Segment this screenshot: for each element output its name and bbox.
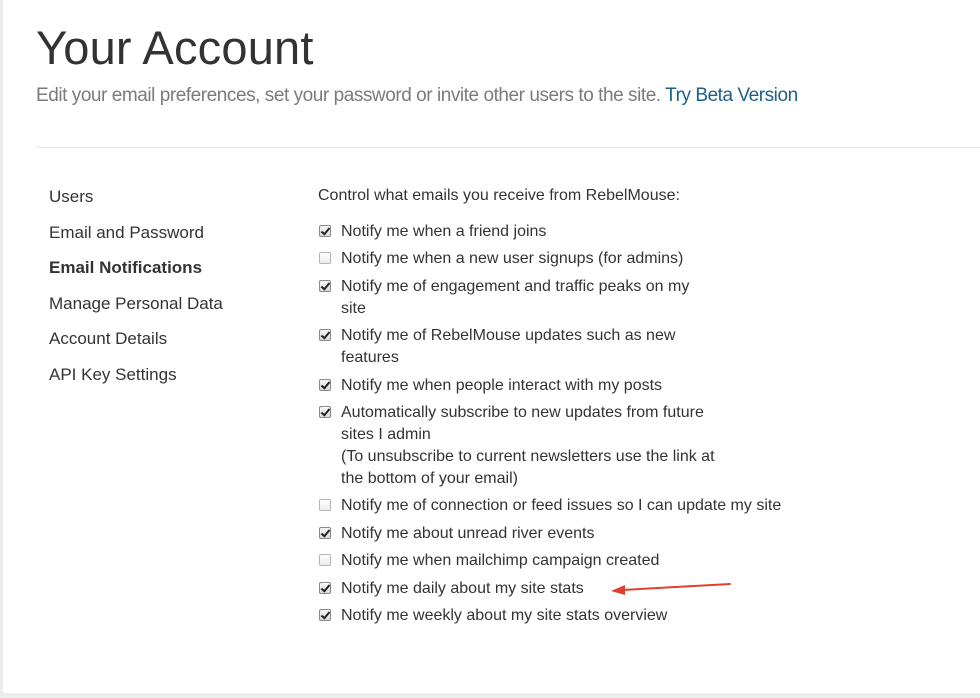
email-notifications-panel xyxy=(318,184,818,632)
page-subtitle xyxy=(36,84,798,108)
option-post-interactions xyxy=(318,375,818,397)
account-page xyxy=(3,0,980,693)
option-friend-joins xyxy=(318,221,818,243)
annotation-arrow-icon xyxy=(608,579,736,597)
sidebar-item-users[interactable]: Users xyxy=(49,187,94,206)
mailchimp-campaign-checkbox[interactable] xyxy=(319,554,331,566)
header-divider xyxy=(36,147,980,148)
notifications-intro: Control what emails you receive from RebelMouse: xyxy=(318,187,680,204)
try-beta-link[interactable]: Try Beta Version xyxy=(665,85,798,106)
option-label: Notify me of engagement and traffic peaks on my site xyxy=(341,277,690,317)
option-label: Automatically subscribe to new updates from future sites I admin xyxy=(341,403,704,443)
option-label: Notify me when a friend joins xyxy=(341,223,547,240)
option-weekly-site-stats xyxy=(318,605,818,627)
settings-sidebar xyxy=(49,185,289,398)
new-user-signups-checkbox[interactable] xyxy=(319,252,331,264)
connection-issues-checkbox[interactable] xyxy=(319,499,331,511)
unread-river-events-checkbox[interactable] xyxy=(319,527,331,539)
rebelmouse-updates-checkbox[interactable] xyxy=(319,329,331,341)
option-daily-site-stats xyxy=(318,578,818,600)
option-connection-issues xyxy=(318,495,818,517)
auto-subscribe-checkbox[interactable] xyxy=(319,406,331,418)
daily-site-stats-checkbox[interactable] xyxy=(319,582,331,594)
option-mailchimp-campaign xyxy=(318,550,818,572)
weekly-site-stats-checkbox[interactable] xyxy=(319,609,331,621)
page-title: Your Account xyxy=(36,21,314,74)
option-new-user-signups xyxy=(318,248,818,270)
option-label: Notify me weekly about my site stats overview xyxy=(341,606,668,624)
sidebar-item-account-details[interactable]: Account Details xyxy=(49,329,168,348)
engagement-peaks-checkbox[interactable] xyxy=(319,280,331,292)
sidebar-item-email-and-password[interactable]: Email and Password xyxy=(49,222,204,242)
option-label: Notify me when a new user signups (for admins) xyxy=(341,250,684,268)
option-label: Notify me about unread river events xyxy=(341,524,595,542)
subtitle-text: Edit your email preferences, set your password or invite other users to the site. xyxy=(36,85,661,106)
arrow-shaft xyxy=(622,584,730,590)
sidebar-item-email-notifications[interactable]: Email Notifications xyxy=(49,258,203,277)
sidebar-item-api-key-settings[interactable]: API Key Settings xyxy=(49,364,177,384)
option-label: Notify me daily about my site stats xyxy=(341,579,584,597)
post-interactions-checkbox[interactable] xyxy=(319,379,331,391)
option-rebelmouse-updates xyxy=(318,325,818,369)
option-label: Notify me when people interact with my posts xyxy=(341,376,663,394)
option-auto-subscribe xyxy=(318,402,818,490)
option-engagement-peaks xyxy=(318,276,818,320)
sidebar-item-manage-personal-data[interactable]: Manage Personal Data xyxy=(49,293,223,313)
arrow-head xyxy=(611,585,625,595)
option-label: Notify me of connection or feed issues so I can update my site xyxy=(341,497,782,515)
option-label: Notify me of RebelMouse updates such as new features xyxy=(341,327,676,367)
friend-joins-checkbox[interactable] xyxy=(319,225,331,237)
option-unread-river-events xyxy=(318,523,818,545)
option-note: (To unsubscribe to current newsletters use the link at the bottom of your email) xyxy=(341,447,715,487)
option-label: Notify me when mailchimp campaign created xyxy=(341,552,660,570)
